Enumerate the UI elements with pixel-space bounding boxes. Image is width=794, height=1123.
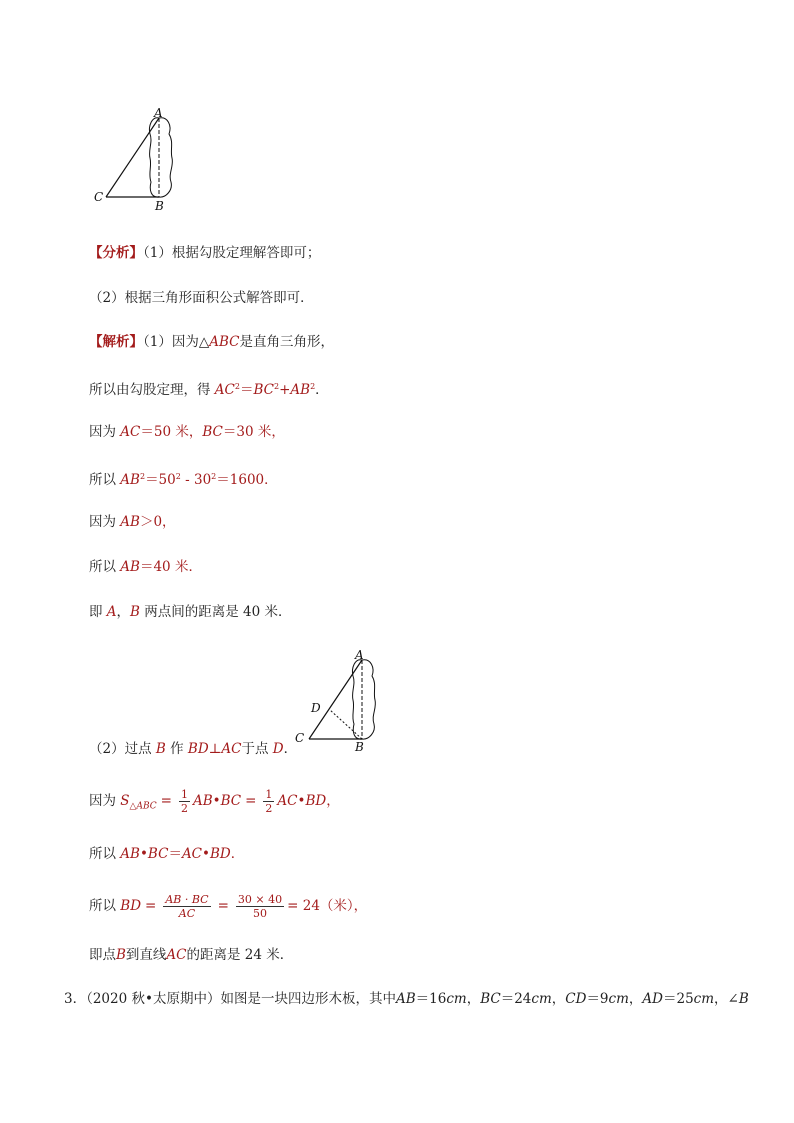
part2-line-5 (89, 946, 293, 964)
fraction-half-2 (263, 788, 274, 815)
var: BC (480, 991, 501, 1007)
analysis-line-2 (89, 289, 314, 307)
var: AB (290, 382, 311, 398)
label-c: C (94, 190, 104, 204)
expr: AC•BD (181, 846, 231, 862)
text: 所以 (89, 846, 116, 862)
text: 于点 (241, 741, 269, 757)
var: AB (120, 559, 140, 575)
subscript: △ABC (129, 801, 157, 812)
part2-line-3 (89, 845, 244, 863)
solution-line-3 (89, 423, 285, 441)
var: AB (120, 514, 140, 530)
text: + (279, 382, 291, 398)
exp: 2 (211, 472, 217, 481)
numerator: 30 × 40 (237, 893, 283, 906)
var: A (106, 604, 117, 620)
text: 因为 (89, 514, 116, 530)
text: ， (628, 991, 643, 1007)
var: AD (642, 991, 663, 1007)
var: AC (221, 741, 242, 757)
solution-line-5 (89, 513, 176, 531)
text: 是直角三角形， (239, 334, 334, 350)
text: 到直线 (125, 947, 167, 963)
side-ca (106, 118, 159, 197)
text: 所以 (89, 472, 116, 488)
expr: AB•BC (192, 793, 242, 809)
var: BC (253, 382, 274, 398)
text: （1）因为△ (143, 334, 210, 350)
var-abc: ABC (209, 334, 240, 350)
var: D (272, 741, 284, 757)
solution-line-7 (89, 603, 292, 621)
side-ca (309, 660, 362, 739)
text: = (160, 793, 172, 809)
var: BC (202, 424, 223, 440)
text: 即点 (89, 947, 116, 963)
text: 的距离是 24 米． (186, 947, 294, 963)
text: - 30 (180, 472, 212, 488)
var: B (155, 741, 166, 757)
solution-line-6 (89, 558, 202, 576)
text: ， (116, 604, 131, 620)
text: = 24（米）， (287, 898, 368, 914)
text: ＝1600． (216, 472, 278, 488)
text: ＝9 (586, 991, 609, 1007)
part2-line-1 (89, 740, 297, 758)
text: ＝ (168, 846, 182, 862)
text: 如图是一块四边形木板，其中 (220, 991, 396, 1007)
solution-line-2 (89, 378, 329, 399)
var: AB (120, 472, 140, 488)
var: CD (565, 991, 587, 1007)
text: ＝24 (500, 991, 532, 1007)
exp: 2 (310, 382, 316, 391)
var: BD (187, 741, 209, 757)
text: 因为 (89, 424, 116, 440)
var: B (738, 991, 749, 1007)
part2-line-2 (89, 788, 340, 816)
fraction-values (236, 893, 284, 920)
unit: cm (693, 991, 715, 1007)
text: ， (551, 991, 566, 1007)
analysis-part1: （1）根据勾股定理解答即可； (143, 245, 321, 261)
solution-tag: 【解析】 (89, 334, 143, 350)
part2-line-4 (89, 893, 367, 920)
text: 所以由勾股定理，得 (89, 382, 211, 398)
question-3 (64, 990, 749, 1008)
exp: 2 (234, 382, 240, 391)
angle-symbol: ∠ (727, 991, 739, 1007)
text: 两点间的距离是 40 米． (144, 604, 292, 620)
tree-outline (149, 118, 172, 197)
analysis-tag: 【分析】 (89, 245, 143, 261)
unit: cm (446, 991, 467, 1007)
numerator: AB · BC (165, 893, 209, 906)
label-b: B (155, 199, 164, 213)
text: ． (230, 846, 245, 862)
text: ＝30 米， (222, 424, 285, 440)
text: ， (466, 991, 481, 1007)
text: ＝16 (415, 991, 447, 1007)
var: AC (120, 424, 141, 440)
text: ⊥ (208, 741, 222, 757)
var: AC (166, 947, 187, 963)
text: ． (283, 741, 298, 757)
text: ， (714, 991, 728, 1007)
denominator: 50 (236, 906, 284, 920)
numerator: 1 (180, 788, 188, 801)
question-source: （2020 秋•太原期中） (86, 991, 221, 1007)
text: 作 (170, 741, 184, 757)
var: AC (214, 382, 235, 398)
text: ． (315, 382, 329, 398)
text: ＞0， (139, 514, 176, 530)
label-c: C (295, 731, 305, 745)
text: ， (326, 793, 340, 809)
text: 所以 (89, 559, 116, 575)
text: = (245, 793, 257, 809)
expr: AC•BD (277, 793, 327, 809)
unit: cm (608, 991, 629, 1007)
text: = (217, 898, 229, 914)
denominator: 2 (265, 802, 273, 815)
fraction-half-1 (179, 788, 190, 815)
denominator: 2 (180, 802, 188, 815)
fraction-bd (163, 893, 210, 920)
analysis-part2: （2）根据三角形面积公式解答即可． (89, 290, 314, 306)
triangle-figure-1 (88, 104, 198, 216)
unit: cm (531, 991, 552, 1007)
label-a: A (154, 106, 163, 120)
exp: 2 (139, 472, 146, 481)
exp: 2 (175, 472, 181, 481)
text: ＝ (239, 382, 254, 398)
label-a: A (355, 648, 364, 662)
exp: 2 (274, 382, 280, 391)
analysis-line-1 (89, 244, 320, 262)
question-number: 3． (64, 991, 87, 1007)
text: ＝50 (145, 472, 176, 488)
expr: AB•BC (120, 846, 169, 862)
text: ＝40 米． (139, 559, 202, 575)
var: B (130, 604, 140, 620)
tree-outline (352, 660, 375, 739)
text: 即 (89, 604, 103, 620)
denominator: AC (163, 906, 210, 920)
var: AB (395, 991, 416, 1007)
segment-bd (330, 710, 362, 739)
text: （2）过点 (89, 741, 152, 757)
text: = (145, 898, 157, 914)
text: 因为 (89, 793, 116, 809)
solution-line-4 (89, 468, 278, 489)
text: ＝25 (662, 991, 694, 1007)
triangle-figure-2 (292, 645, 402, 757)
label-b: B (355, 740, 364, 754)
text: 所以 (89, 898, 116, 914)
var: B (116, 947, 126, 963)
label-d: D (311, 701, 321, 715)
numerator: 1 (265, 788, 273, 801)
text: ＝50 米， (140, 424, 203, 440)
var: BD (120, 898, 142, 914)
var: S (120, 793, 130, 809)
solution-line-1 (89, 333, 334, 351)
